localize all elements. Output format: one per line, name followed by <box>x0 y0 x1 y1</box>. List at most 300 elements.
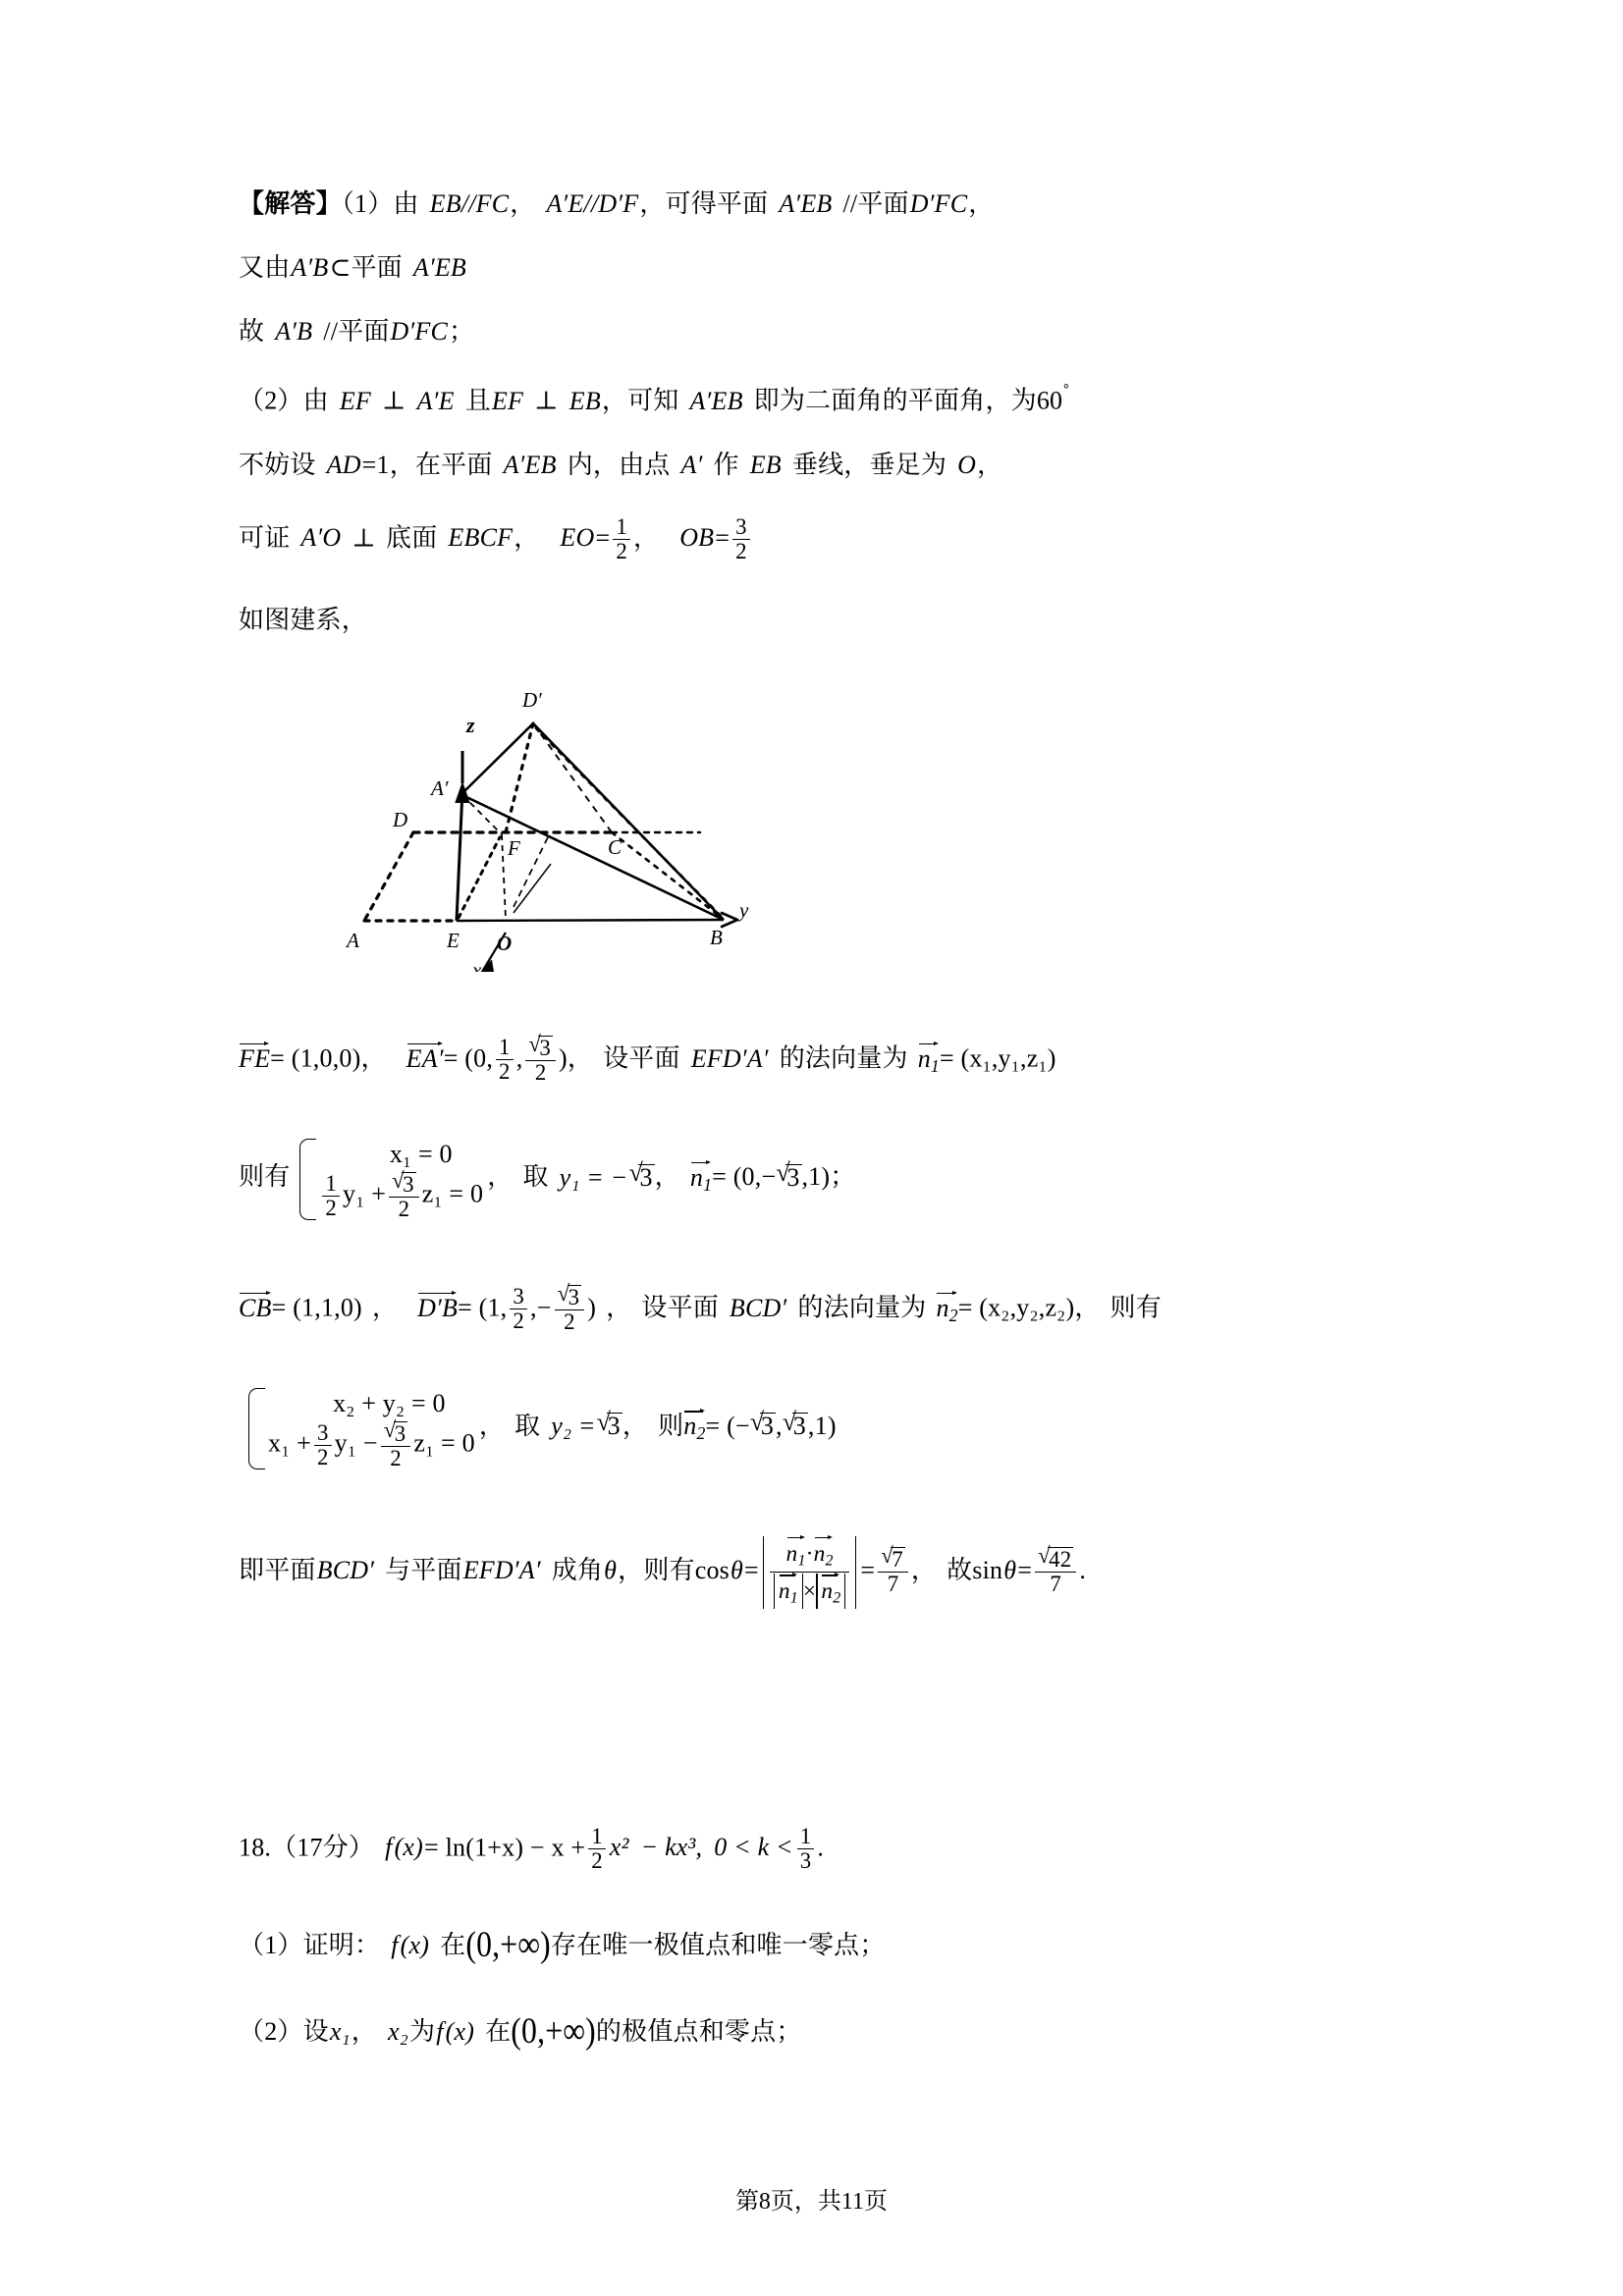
geometry-figure <box>239 677 759 972</box>
term-kx3: − kx³, <box>640 1833 703 1862</box>
subscript: 2 <box>833 1589 841 1607</box>
vector-section <box>239 1036 1446 1647</box>
numerator: 1 <box>799 1824 812 1848</box>
system-row-2 <box>319 1171 483 1221</box>
comma: ， <box>514 523 540 553</box>
numerator: 1 <box>325 1170 338 1196</box>
abs-fraction <box>761 1536 859 1609</box>
question-points: （17分） <box>271 1833 375 1862</box>
solution-line-2 <box>239 255 1446 281</box>
expr-ob: OB <box>679 523 715 553</box>
equals: = <box>743 1555 759 1584</box>
comma: , <box>515 1043 523 1073</box>
question-number: 18 <box>239 1833 265 1862</box>
text: 作 <box>713 450 739 479</box>
subscript: 2 <box>825 1552 834 1570</box>
vector-line-1 <box>239 1036 1446 1086</box>
take-y1: y₁ = − <box>559 1162 628 1192</box>
function-expression: = ln(1+x) − x + <box>424 1833 586 1862</box>
comma: ， <box>567 1043 594 1073</box>
text: 成角 <box>551 1555 604 1584</box>
function-arg: (x) <box>400 1931 430 1960</box>
expr-aeb: A′EB <box>412 253 467 282</box>
system-line-2 <box>239 1386 1446 1470</box>
fraction-sqrt3-half <box>381 1419 411 1469</box>
expr-ab2: A′B <box>275 317 313 346</box>
equals: = <box>715 523 730 553</box>
text: 设平面 <box>641 1293 719 1322</box>
text: 与平面 <box>385 1555 462 1584</box>
text: 则有 <box>1109 1293 1162 1322</box>
expr-o: O <box>957 450 977 479</box>
denominator: 2 <box>510 1308 527 1333</box>
radicand: 3 <box>792 1412 806 1441</box>
comma-minus: ,− <box>530 1293 552 1322</box>
comma: ， <box>487 1162 514 1192</box>
fraction-half <box>588 1825 606 1873</box>
comma: ， <box>633 523 660 553</box>
edge-E-F <box>459 837 500 918</box>
sqrt-3 <box>384 1419 408 1445</box>
edge-Dprime-F <box>506 723 533 832</box>
text: 设 <box>302 2016 329 2046</box>
geometry-svg <box>239 677 759 972</box>
vector-n1 <box>779 1575 798 1608</box>
radicand: 3 <box>760 1412 775 1441</box>
sqrt-3 <box>776 1162 801 1191</box>
equals: = <box>1017 1555 1033 1584</box>
subscript: 1 <box>797 1552 806 1570</box>
vector-body <box>683 1414 705 1443</box>
edge-Dprime-C <box>533 723 612 832</box>
n-letter: n <box>813 1540 826 1567</box>
n-letter: n <box>821 1578 834 1605</box>
equals: = <box>595 523 611 553</box>
denominator: 3 <box>797 1848 815 1873</box>
denominator: 2 <box>588 1848 606 1873</box>
label-A-prime: A′ <box>431 776 449 800</box>
parallel-symbol: // <box>842 189 858 218</box>
label-D-prime: D′ <box>522 688 542 712</box>
text: 则有 <box>643 1555 695 1584</box>
text: 存在唯一极值点和唯一零点； <box>550 1931 886 1960</box>
expr-ad: AD <box>326 450 361 479</box>
label-F: F <box>508 836 520 860</box>
part1-label: （1） <box>341 189 394 218</box>
comma: ， <box>510 189 536 218</box>
numerator: 1 <box>499 1035 511 1060</box>
vector-n2 <box>821 1575 840 1608</box>
n-letter: n <box>936 1293 949 1322</box>
sqrt-3 <box>628 1162 654 1191</box>
text: 故 <box>947 1555 973 1584</box>
system-line-1 <box>239 1137 1446 1221</box>
expr-eo: EO <box>560 523 595 553</box>
radicand: 3 <box>786 1162 800 1192</box>
radicand: 3 <box>607 1412 621 1441</box>
denominator: 2 <box>613 539 630 563</box>
comma: ， <box>601 386 628 415</box>
text: 可证 <box>239 523 291 553</box>
part2-label: （2） <box>239 386 303 415</box>
solution-line-7 <box>239 605 1446 634</box>
sin-label: sin <box>972 1555 1003 1584</box>
solution-body <box>239 191 1446 671</box>
comma: ， <box>371 1293 399 1322</box>
fraction-half <box>322 1172 340 1220</box>
edge-F-down <box>502 834 506 919</box>
close-paren: ) <box>559 1043 568 1073</box>
function-arg: (x) <box>445 2016 475 2046</box>
vector-n1 <box>918 1043 940 1076</box>
vector-n2 <box>936 1293 957 1325</box>
period: . <box>817 1833 825 1862</box>
expr-plane-aeb: A′EB <box>779 189 833 218</box>
subscript: 1 <box>703 1174 713 1195</box>
period: . <box>1079 1555 1087 1584</box>
var-x1: x₁ <box>329 2016 351 2046</box>
text: 平面 <box>857 189 909 218</box>
expr-eb2: EB <box>568 386 601 415</box>
subscript: 2 <box>696 1423 706 1444</box>
text: 在平面 <box>414 450 493 479</box>
sqrt-3 <box>783 1412 808 1440</box>
numerator: 3 <box>513 1284 525 1309</box>
vector-body <box>936 1293 958 1325</box>
expr-ab: A′B <box>291 253 329 282</box>
numerator <box>525 1035 556 1060</box>
semicolon: ； <box>830 1162 856 1192</box>
plane-BCD-prime: BCD′ <box>729 1293 787 1322</box>
edge-O-up <box>514 864 551 913</box>
text: 可得平面 <box>665 189 769 218</box>
expr-ao: A′O <box>300 523 342 553</box>
equation-x1: x₁ = 0 <box>389 1140 453 1169</box>
cos-label: cos <box>694 1555 730 1584</box>
comma: ， <box>351 2016 377 2046</box>
comma: ， <box>622 1412 649 1441</box>
equals-open: = (1, <box>458 1293 508 1322</box>
label-A: A <box>347 929 359 952</box>
solution-line-6 <box>239 513 1446 564</box>
fraction-sqrt3-half <box>555 1284 585 1334</box>
sqrt-3 <box>392 1170 416 1196</box>
radicand: 3 <box>639 1162 653 1192</box>
denominator: 2 <box>314 1445 332 1469</box>
perp-symbol: ⊥ <box>352 523 377 553</box>
vector-EA-prime <box>406 1043 444 1072</box>
comma: ， <box>977 450 1003 479</box>
text: 在 <box>440 1931 466 1960</box>
vector-FE-value: = (1,0,0) <box>270 1043 361 1073</box>
vector-n1 <box>786 1537 806 1571</box>
expr-ef: EF <box>339 386 371 415</box>
numerator <box>389 1170 419 1196</box>
sub-label: （2） <box>239 2016 303 2046</box>
solution-line-1 <box>239 191 1446 217</box>
expr-eb3: EB <box>749 450 782 479</box>
range-k: 0 < k < <box>714 1833 793 1862</box>
n-letter: n <box>683 1412 697 1441</box>
denominator: 2 <box>389 1197 419 1221</box>
dot-operator: · <box>805 1540 814 1567</box>
period: . <box>264 1833 272 1862</box>
comma: ， <box>654 1162 680 1192</box>
expr-aeb3: A′EB <box>689 386 743 415</box>
conclusion-line <box>239 1536 1446 1609</box>
radicand: 3 <box>568 1285 580 1310</box>
abs-n2 <box>816 1575 845 1608</box>
term-x-squared: x² <box>609 1833 629 1862</box>
numerator <box>555 1284 585 1309</box>
denominator: 7 <box>878 1572 908 1596</box>
abs-n1 <box>774 1575 803 1608</box>
radicand: 3 <box>539 1036 552 1061</box>
solution-line-4 <box>239 383 1446 414</box>
system-row-2 <box>268 1420 475 1470</box>
fraction-sqrt42-over-7 <box>1035 1546 1076 1596</box>
function-f: f <box>436 2016 444 2046</box>
vector-n2 <box>814 1537 834 1571</box>
theta-symbol: θ <box>1003 1555 1017 1584</box>
comma: , <box>776 1412 783 1441</box>
expr-dfc2: D′FC <box>390 317 449 346</box>
system-row-1 <box>268 1386 475 1420</box>
vector-DB-prime <box>417 1293 458 1321</box>
term-y1: y₁ + <box>343 1180 387 1209</box>
comma: ， <box>478 1412 506 1441</box>
n-letter: n <box>917 1043 931 1073</box>
expr-ae-df: A′E//D′F <box>546 189 639 218</box>
denominator: 2 <box>732 539 750 563</box>
label-z: z <box>466 713 475 737</box>
text: 证明： <box>302 1931 381 1960</box>
radicand: 3 <box>394 1420 406 1446</box>
text: 又由 <box>239 253 291 282</box>
vector-body <box>821 1577 840 1608</box>
vector-body: EA′ <box>406 1043 444 1073</box>
numerator: 1 <box>616 513 627 539</box>
answer-header: 【解答】 <box>239 189 342 218</box>
edge-EA-prime <box>457 790 462 921</box>
term-y1: y₁ − <box>334 1429 378 1459</box>
fraction-ob <box>732 515 750 563</box>
subscript: 1 <box>930 1055 940 1076</box>
text: 的法向量为 <box>797 1293 927 1322</box>
denominator: 2 <box>496 1059 514 1084</box>
label-D: D <box>393 808 408 831</box>
close-paren: ) <box>587 1293 597 1322</box>
n1-result-post: ,1) <box>801 1162 831 1192</box>
edge-Aprime-B <box>462 795 724 920</box>
plane-EFDA: EFD′A′ <box>690 1043 769 1073</box>
vector-FE <box>239 1043 270 1072</box>
vector-body: FE <box>239 1043 271 1073</box>
edge-DA <box>364 832 413 921</box>
vector-body: CB <box>239 1293 272 1322</box>
function-f: f <box>385 1833 393 1862</box>
text: 由 <box>393 189 419 218</box>
term-x1: x₁ + <box>268 1429 312 1459</box>
denominator: 2 <box>525 1060 556 1085</box>
expr-plane-dfc: D′FC <box>909 189 968 218</box>
term-z1: z₁ = 0 <box>421 1180 484 1209</box>
label-y: y <box>739 898 749 922</box>
numerator <box>1035 1546 1076 1572</box>
text: 取 <box>522 1162 549 1192</box>
label-B: B <box>710 926 723 949</box>
numerator: 1 <box>591 1824 603 1848</box>
text: 平面 <box>338 317 390 346</box>
text: 底面 <box>386 523 438 553</box>
expr-ae: A′E <box>416 386 455 415</box>
text: 的极值点和零点； <box>595 2016 802 2046</box>
comma: ， <box>360 1043 387 1073</box>
label-E: E <box>447 929 460 952</box>
system-row-1 <box>319 1137 483 1171</box>
function-f: f <box>391 1931 399 1960</box>
vector-body <box>779 1577 798 1608</box>
comma: ， <box>910 1555 938 1584</box>
text: 由 <box>302 386 329 415</box>
text: 内， <box>567 450 620 479</box>
comma: ， <box>1074 1293 1101 1322</box>
text: 不妨设 <box>239 450 316 479</box>
denominator <box>770 1572 850 1609</box>
degree-symbol: ˚ <box>1062 381 1070 404</box>
fraction-sqrt3-half <box>389 1170 419 1220</box>
perp-symbol: ⊥ <box>534 386 559 415</box>
expr-ef2: EF <box>491 386 524 415</box>
expr-ebcf: EBCF <box>448 523 514 553</box>
denominator: 2 <box>322 1196 340 1220</box>
sqrt-3 <box>597 1412 622 1440</box>
question-18-sub1 <box>239 1923 1417 1965</box>
text: 设平面 <box>603 1043 680 1073</box>
radicand: 42 <box>1049 1547 1072 1573</box>
sqrt-42 <box>1038 1546 1073 1572</box>
fraction-three-halves <box>510 1285 527 1333</box>
vector-body <box>917 1043 940 1076</box>
radicand: 7 <box>892 1547 903 1573</box>
n2-value: = (x₂,y₂,z₂) <box>957 1293 1075 1322</box>
interval: (0,+∞) <box>511 2009 596 2051</box>
text: 垂线，垂足为 <box>791 450 947 479</box>
equation-system-1 <box>294 1137 483 1221</box>
n2-result-post: ,1) <box>807 1412 837 1441</box>
vector-body <box>786 1540 806 1571</box>
sqrt-7 <box>881 1546 905 1572</box>
expr-a-prime: A′ <box>680 450 703 479</box>
text: 则 <box>658 1412 684 1441</box>
fraction-eo <box>613 515 630 563</box>
denominator: 7 <box>1035 1572 1076 1596</box>
comma: ， <box>968 189 995 218</box>
text: 的法向量为 <box>779 1043 908 1073</box>
axis-y-arrow <box>722 913 737 927</box>
label-C: C <box>608 835 622 859</box>
text: 可知 <box>627 386 679 415</box>
numerator <box>878 1546 908 1572</box>
function-arg: (x) <box>394 1833 424 1862</box>
text: 如图建系， <box>239 605 368 634</box>
fraction-half <box>496 1036 514 1084</box>
page-label: 第8页，共11页 <box>734 2189 889 2215</box>
sqrt-3 <box>528 1035 553 1060</box>
solution-line-3 <box>239 319 1446 345</box>
numerator: 3 <box>735 513 747 539</box>
vector-body: D′B <box>417 1293 459 1322</box>
term-z1: z₁ = 0 <box>413 1429 475 1459</box>
question-18-sub2 <box>239 2009 1417 2051</box>
text: 由点 <box>619 450 671 479</box>
theta-symbol: θ <box>730 1555 743 1584</box>
sub-label: （1） <box>239 1931 303 1960</box>
perp-symbol: ⊥ <box>381 386 406 415</box>
comma: ， <box>389 450 415 479</box>
parallel-symbol: // <box>323 317 339 346</box>
question-18-stem <box>239 1826 1417 1874</box>
plane-EFDA2: EFD′A′ <box>462 1555 541 1584</box>
fraction-sqrt3-over-2 <box>525 1035 556 1085</box>
var-x2: x₂ <box>388 2016 408 2046</box>
equation-x2y2: x₂ + y₂ = 0 <box>333 1389 446 1418</box>
angle-value: 60 <box>1036 386 1063 415</box>
text: 即平面 <box>239 1555 316 1584</box>
subscript: 1 <box>789 1589 798 1607</box>
subscript: 2 <box>948 1305 958 1325</box>
label-O: O <box>497 932 513 955</box>
fraction-three-halves <box>314 1421 332 1469</box>
plane-BCD: BCD′ <box>316 1555 375 1584</box>
equals: = <box>860 1555 876 1584</box>
text: 平面 <box>351 253 403 282</box>
sqrt-3 <box>750 1412 776 1440</box>
numerator <box>381 1419 411 1445</box>
vector-body <box>689 1162 713 1195</box>
numerator: 3 <box>317 1419 329 1445</box>
numerator <box>770 1536 850 1573</box>
semicolon: ； <box>449 317 475 346</box>
n-letter: n <box>785 1540 798 1567</box>
subset-symbol: ⊂ <box>329 253 352 282</box>
n1-result-pre: = (0,− <box>712 1162 777 1192</box>
fraction-third <box>797 1825 815 1873</box>
denominator: 2 <box>555 1309 585 1334</box>
question-18 <box>239 1826 1417 2084</box>
n-letter: n <box>689 1162 704 1192</box>
comma: ， <box>618 1555 644 1584</box>
take-y2: y₂ = <box>551 1412 596 1441</box>
text: 在 <box>485 2016 512 2046</box>
vector-n1-result <box>690 1162 712 1195</box>
dot-over-cross <box>770 1536 850 1609</box>
expr-eb-fc: EB//FC <box>429 189 510 218</box>
fraction-sqrt7-over-7 <box>878 1546 908 1596</box>
n-letter: n <box>778 1578 790 1605</box>
n2-result-pre: = (− <box>705 1412 750 1441</box>
sqrt-3 <box>558 1284 582 1309</box>
comma: ， <box>639 189 666 218</box>
denominator: 2 <box>381 1446 411 1470</box>
text: 则有 <box>239 1162 291 1192</box>
interval: (0,+∞) <box>465 1923 551 1965</box>
solution-line-5 <box>239 450 1446 479</box>
text: 取 <box>514 1412 541 1441</box>
equals-open: = (0, <box>443 1043 494 1073</box>
equation: =1 <box>361 450 390 479</box>
n1-value: = (x₁,y₁,z₁) <box>939 1043 1056 1073</box>
